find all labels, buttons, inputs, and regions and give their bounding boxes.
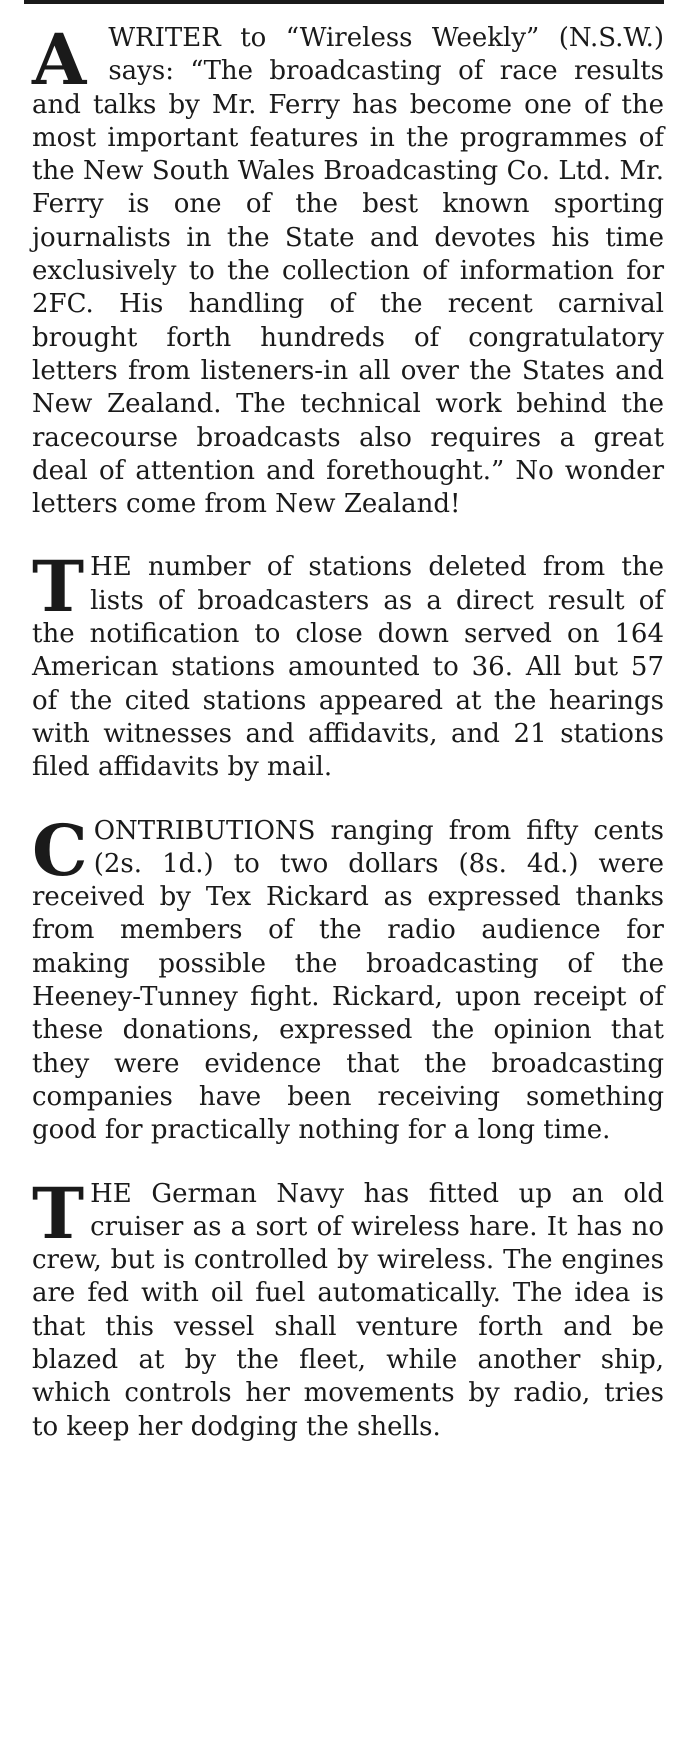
article-body: to “Wireless Weekly” (N.S.W.) says: “The broadcasting of race results and talks by Mr. Ferry has become one of the most important features in the programmes of the New South Wales Broadcasting Co. Ltd. Mr. Ferry is one of the best known sporting journalists in the State and devotes his time exclusively to the collection of information for 2FC. His handling of the recent carnival brought forth hundreds of congratulatory letters from listeners-in all over the States and New Zealand. The technical work behind the racecourse broadcasts also requires a great deal of attention and forethought.” No wonder letters come from New Zealand!	[32, 23, 664, 520]
article-contributions	[32, 808, 664, 1148]
article-stations-deleted	[32, 545, 664, 784]
lead-word: HE	[90, 552, 132, 583]
drop-cap: T	[32, 1171, 85, 1255]
article-german-navy	[32, 1171, 664, 1444]
top-rule	[24, 0, 664, 4]
article-wireless-weekly	[32, 18, 664, 521]
drop-cap: C	[32, 808, 88, 892]
lead-word: WRITER	[108, 23, 221, 53]
article-body: number of stations deleted from the lists of broadcasters as a direct result of the notification to close down served on 164 American stations amounted to 36. All but 57 of the cited stations appeared at the hearings with witnesses and affidavits, and 21 stations filed affidavits by mail.	[32, 552, 664, 783]
article-body: ranging from fifty cents (2s. 1d.) to two dollars (8s. 4d.) were received by Tex Rickard as expressed thanks from members of the radio audience for making possible the broadcasting of the Heeney-Tunney fight. Rickard, upon receipt of these donations, expressed the opinion that they were evidence that the broadcasting companies have been receiving something good for practically nothing for a long time.	[32, 815, 664, 1146]
lead-word: ONTRIBUTIONS	[93, 815, 316, 846]
drop-cap: T	[32, 545, 85, 629]
article-body: German Navy has fitted up an old cruiser as a sort of wireless hare. It has no crew, but is controlled by wireless. The engines are fed with oil fuel automatically. The idea is that this vessel shall venture forth and be blazed at by the fleet, while another ship, which controls her movements by radio, tries to keep her dodging the shells.	[32, 1178, 664, 1442]
drop-cap: A	[32, 18, 87, 101]
news-column	[32, 18, 664, 1444]
lead-word: HE	[90, 1178, 132, 1209]
